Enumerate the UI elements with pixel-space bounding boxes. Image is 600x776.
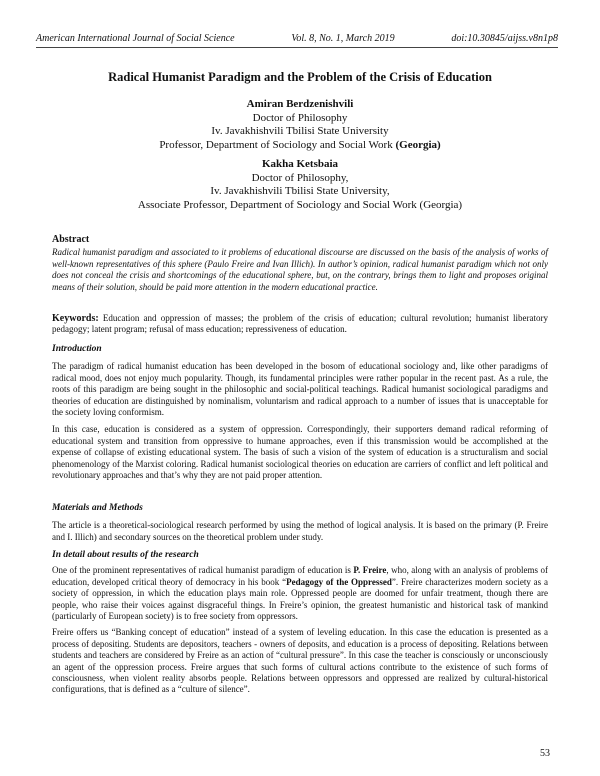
author-degree: Doctor of Philosophy xyxy=(252,111,348,124)
results-paragraph-2: Freire offers us “Banking concept of education” instead of a system of leveling education. In this case the education is presented as a process of depositing. Students are depositors, teachers - owners of deposits, and education is a process of depositing. Relations between students and teachers are considered by Freire as an action of “cultural pressure”. In this case the teacher is consciously or unconsciously an agent of the oppression process. Freire argues that such forms of cultural actions contribute to the existence of such forms of consciousness, when violent reality absorbs people. Relations between oppressors and oppressed are realized by cultural-historical configurations, that is defined as a “culture of silence”. xyxy=(52,627,548,695)
author-name: Amiran Berdzenishvili xyxy=(246,98,354,110)
journal-doi: doi:10.30845/aijss.v8n1p8 xyxy=(451,33,558,44)
abstract-text: Radical humanist paradigm and associated to it problems of educational discourse are discussed on the basis of the analysis of works of well-known representatives of this sphere (Paulo Freire and Ivan Illich). In author’s opinion, radical humanist paradigm which not only does not conceal the crisis and shortcomings of the educational sphere, but, on the contrary, brings them to light and proposes original means of their solution, should be paid more attention in the modern educational practice. xyxy=(52,247,548,292)
book-title: Pedagogy of the Oppressed xyxy=(286,576,392,587)
author-degree: Doctor of Philosophy, xyxy=(251,171,349,184)
author-position: Associate Professor, Department of Sociology and Social Work (Georgia) xyxy=(137,198,463,211)
page-number: 53 xyxy=(540,748,550,759)
results-section xyxy=(52,550,548,696)
introduction-heading: Introduction xyxy=(52,344,102,354)
keywords xyxy=(52,313,548,336)
methods-paragraph: The article is a theoretical-sociological research performed by using the method of logical analysis. It is based on the primary (P. Freire and I. Illich) and secondary sources on the theoretical problem under study. xyxy=(52,520,548,542)
author-country: (Georgia) xyxy=(395,138,441,151)
introduction-section xyxy=(52,344,548,481)
results-heading: In detail about results of the research xyxy=(52,550,199,560)
keywords-section xyxy=(52,313,548,336)
results-text: ”. Freire characterizes modern society as a society of oppression, in which the education plays main role. Oppressed people are doomed for unfair treatment, though there are people, who raise their voices against disgraceful things. In Freire’s opinion, the greatest humanistic and historical task of mankind (particularly of European society) is to free society from oppressors. xyxy=(52,576,548,622)
author-name: Kakha Ketsbaia xyxy=(261,158,339,170)
keywords-text: Education and oppression of masses; the problem of the crisis of education; cultural revolution; humanist liberatory pedagogy; latent program; refusal of mass education; repressiveness of education. xyxy=(52,313,548,335)
introduction-paragraph-1: The paradigm of radical humanist education has been developed in the bosom of educational sociology and, like other paradigms of radical mood, does not enjoy much popularity. Though, its fundamental principles were rather popular in the recent past. As a rule, the roots of this paradigm are being sought in the philosophic and social-political teachings. Radical humanist sociological paradigms and theories of education are distinguished by nominalism, voluntarism and radical approach to a number of issues that is unacceptable for the society loving conformism. xyxy=(52,361,548,418)
journal-name: American International Journal of Social Science xyxy=(36,33,235,44)
author-reference: P. Freire xyxy=(353,565,387,576)
methods-section xyxy=(52,503,548,543)
author-affiliation: Iv. Javakhishvili Tbilisi State University, xyxy=(210,185,390,197)
paper-title: Radical Humanist Paradigm and the Problem of the Crisis of Education xyxy=(108,70,492,84)
author-2 xyxy=(0,158,600,212)
author-position xyxy=(0,139,600,153)
abstract-heading: Abstract xyxy=(52,234,90,245)
results-text: , who, along with an analysis of problems of education, developed critical theory of democracy in his book “ xyxy=(52,565,548,587)
results-paragraph-1 xyxy=(52,565,548,622)
introduction-paragraph-2: In this case, education is considered as a system of oppression. Correspondingly, their supporters demand radical reforming of educational system and transition from oppressive to humane approaches, even if this transmission would be accomplished at the expense of collapse of existing educational system. The basis of such a vision of the system of education is a structuralism and social phenomenology of the Marxist coloring. Radical humanist sociological theories on education are carriers of conflict and left political and revolutionary approaches and that’s why they are not paid proper attention. xyxy=(52,424,548,481)
methods-heading: Materials and Methods xyxy=(52,503,143,513)
abstract-section xyxy=(52,234,548,293)
author-affiliation: Iv. Javakhishvili Tbilisi State University xyxy=(211,125,389,137)
running-header xyxy=(36,33,558,48)
author-position-text: Professor, Department of Sociology and Social Work xyxy=(159,138,396,151)
keywords-label: Keywords: xyxy=(52,313,99,324)
results-text: One of the prominent representatives of radical humanist paradigm of education is xyxy=(52,565,354,576)
author-1 xyxy=(0,98,600,152)
journal-volume: Vol. 8, No. 1, March 2019 xyxy=(291,33,395,44)
